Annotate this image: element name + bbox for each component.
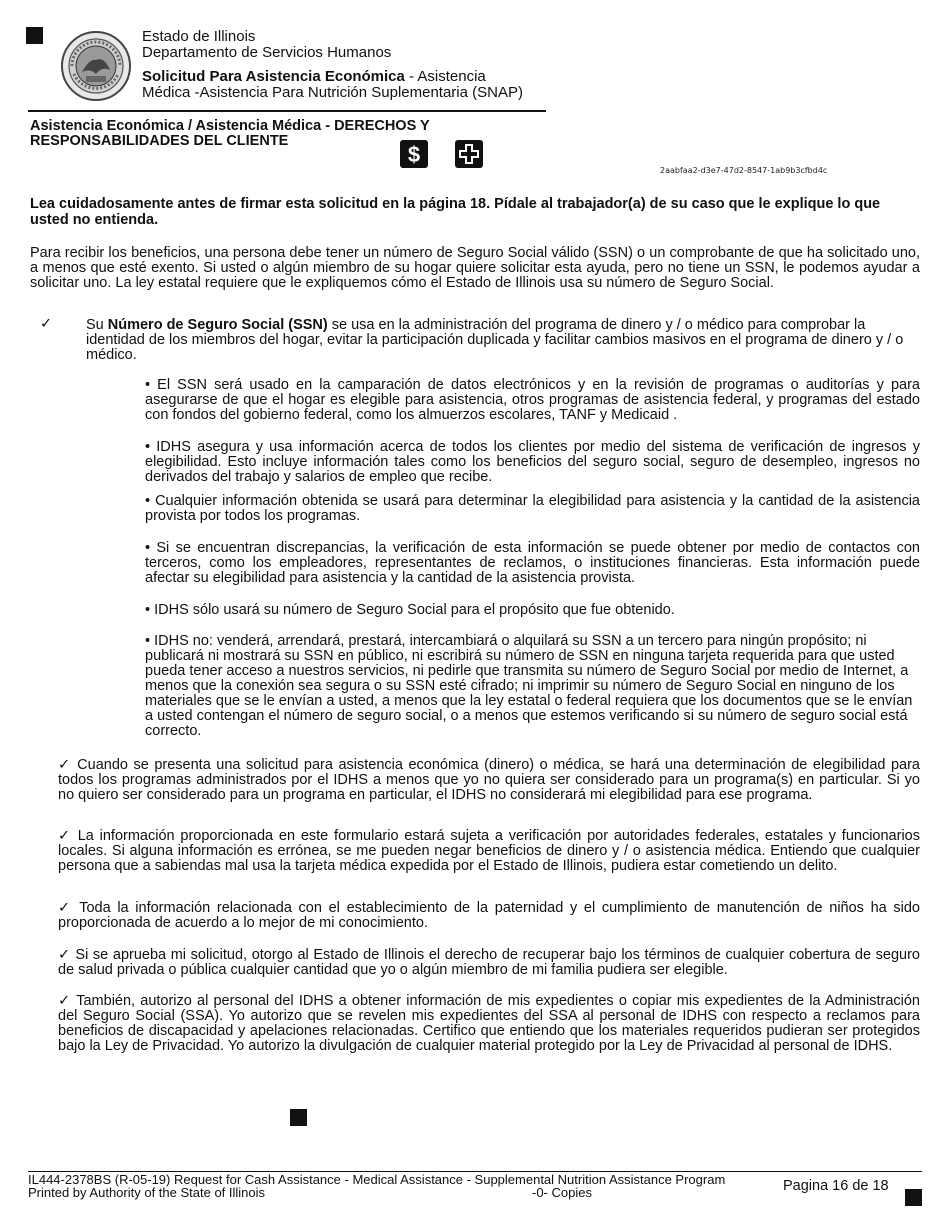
intro-paragraph: Para recibir los beneficios, una persona debe tener un número de Seguro Social válido (SSN) o un comprobante de que ha solicitado uno, a menos que esté exento. Si usted o algún miembro de su hogar quiere solicitar esta ayuda, pero no tiene un SSN, le podemos ayudar a solicitar uno. La ley estatal requiere que le expliquemos cómo el Estado de Illinois usa su número de Seguro Social. [30,245,920,291]
ssn-bold: Número de Seguro Social (SSN) [107,317,328,333]
page-number: Pagina 16 de 18 [783,1178,889,1194]
bullet-item: • El SSN será usado en la camparación de datos electrónicos y en la revisión de programas o auditorías y para asegurarse de que el hogar es elegible para asistencia, otros programas de asistencia federal, y programas del estado con fondos del gobierno federal, como los almuerzos escolares, TANF y Medicaid . [145,377,920,423]
bullet-item: • Si se encuentran discrepancias, la verificación de esta información se puede obtener por medio de contactos con terceros, como los empleadores, representantes de reclamos, o instituciones financieras. Esta información puede afectar su elegibilidad para asistencia y la cantidad de la asistencia provista. [145,540,920,586]
registration-mark-middle [290,1109,307,1126]
form-title-rest: - Asistencia [404,68,486,85]
bullet-item: • IDHS no: venderá, arrendará, prestará, intercambiará o alquilará su SSN a un tercero para ningún propósito; ni publicará ni mostrará su SSN en público, ni escribirá su número de SSN en ninguna tarjeta requerida para que usted pueda tener acceso a nuestros servicios, ni pedirle que transmita su número de Seguro Social por medio de Internet, a menos que la conexión sea segura o su SSN esté cifrado; ni imprimir su número de Seguro Social en ninguno de los materiales que se le envían a usted, a menos que la ley estatal o federal requiera que los documentos que se le envían a usted contengan el número de seguro social, o a menos que estemos verificando si su número de seguro social está correcto. [145,633,913,739]
section-title: Asistencia Económica / Asistencia Médica - DERECHOS Y RESPONSABILIDADES DEL CLIENTE [30,118,430,149]
form-title [142,69,486,85]
ssn-pre: Su [86,317,108,333]
ssn-post: se usa en la administración del programa de dinero y / o médico para comprobar la identidad de los miembros del hogar, evitar la participación duplicada y facilitar cambios masivos en el programa de dinero y / o médico. [86,317,904,363]
footer-form-line: IL444-2378BS (R-05-19) Request for Cash Assistance - Medical Assistance - Supplemental Nutrition Assistance Program [28,1172,726,1187]
header-state: Estado de Illinois [142,28,256,45]
header-department: Departamento de Servicios Humanos [142,44,392,61]
header-divider [28,110,546,112]
footer-copies: -0- Copies [532,1185,592,1200]
check-item: ✓ Cuando se presenta una solicitud para asistencia económica (dinero) o médica, se hará una determinación de elegibilidad para todos los programas administrados por el IDHS a menos que yo no quiera ser considerado para un programa(s) en particular. Si yo no quiero ser considerado para un programa en particular, el IDHS no considerará mi elegibilidad para ese programa. [58,757,920,803]
svg-text:$: $ [407,142,421,167]
bullet-item: • Cualquier información obtenida se usará para determinar la elegibilidad para asistencia y la cantidad de la asistencia provista por todos los programas. [145,493,920,524]
form-title-line2: Médica -Asistencia Para Nutrición Suplementaria (SNAP) [142,84,523,101]
checkmark-icon: ✓ [40,316,53,332]
bullet-item: • IDHS asegura y usa información acerca de todos los clientes por medio del sistema de verificación de ingresos y elegibilidad. Esto incluye información tales como los beneficios del seguro social, seguro de desempleo, ingresos no derivados del trabajo y salarios de empleo que recibe. [145,439,920,485]
medical-cross-icon [455,140,483,168]
check-item: ✓ También, autorizo al personal del IDHS a obtener información de mis expedientes o copiar mis expedientes de la Administración del Seguro Social (SSA). Yo autorizo que se revelen mis expedientes del SSA al personal de IDHS con respecto a reclamos para beneficios de discapacidad y apelaciones relacionadas. Certifico que entiendo que los materiales requeridos pudieran ser protegidos bajo la Ley de Privacidad. Yo autorizo la divulgación de cualquier material protegido por la Ley de Privacidad al personal de IDHS. [58,993,920,1054]
registration-mark-top-left [26,27,43,44]
registration-mark-bottom-right [905,1189,922,1206]
intro-instruction: Lea cuidadosamente antes de firmar esta solicitud en la página 18. Pídale al trabajador(a) de su caso que le explique lo que usted no entienda. [30,196,881,228]
state-seal-icon [60,30,132,102]
check-item: ✓ Si se aprueba mi solicitud, otorgo al Estado de Illinois el derecho de recuperar bajo los términos de cualquier cobertura de seguro de salud privada o pública cualquier cantidad que yo o algún miembro de mi familia pudiera ser elegible. [58,947,920,978]
footer-printed: Printed by Authority of the State of Illinois [28,1185,266,1200]
check-item: ✓ La información proporcionada en este formulario estará sujeta a verificación por autoridades federales, estatales y funcionarios locales. Si alguna información es errónea, se me pueden negar beneficios de dinero y / o asistencia médica. Entiendo que cualquier persona que a sabiendas mal usa la tarjeta médica expedida por el Estado de Illinois, pudiera estar cometiendo un delito. [58,828,920,874]
document-id: 2aabfaa2-d3e7-47d2-8547-1ab9b3cfbd4c [660,166,828,175]
dollar-icon [400,140,428,168]
check-item: ✓ Toda la información relacionada con el establecimiento de la paternidad y el cumplimiento de manutención de niños ha sido proporcionada de acuerdo a lo mejor de mi conocimiento. [58,900,920,931]
bullet-item: • IDHS sólo usará su número de Seguro Social para el propósito que fue obtenido. [145,602,675,618]
ssn-item [86,318,904,363]
form-title-bold: Solicitud Para Asistencia Económica [142,68,405,85]
